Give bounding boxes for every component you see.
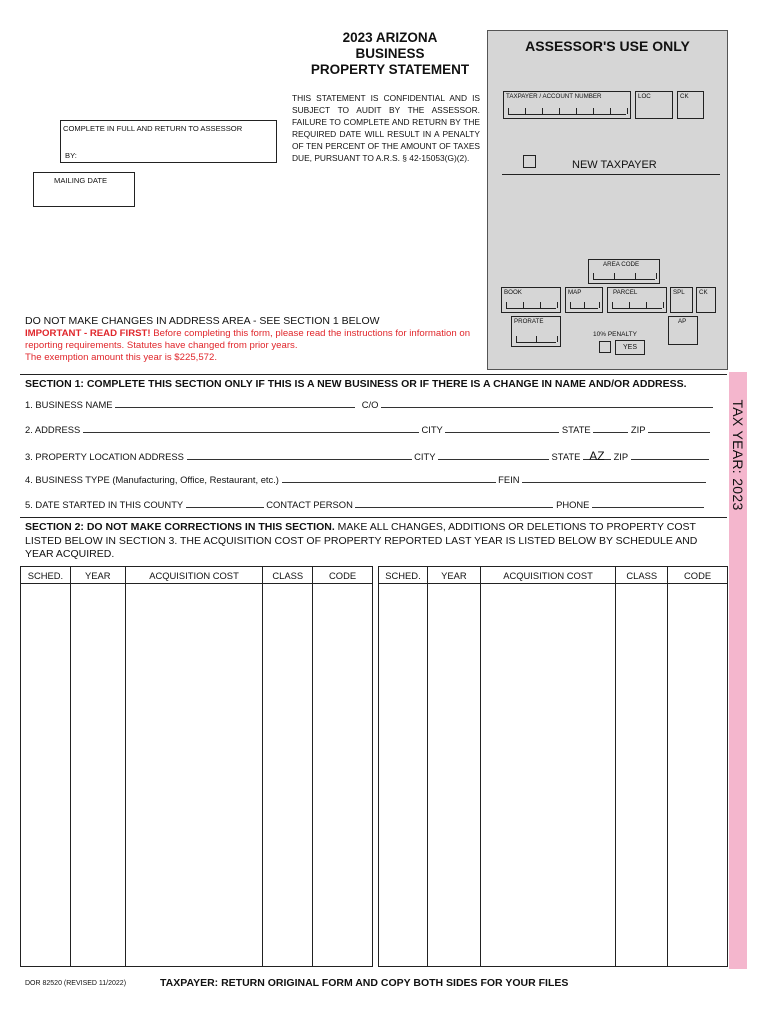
col-sched: SCHED. [21,567,71,584]
confidential-notice: THIS STATEMENT IS CONFIDENTIAL AND IS SUBJECT TO AUDIT BY THE ASSESSOR. FAILURE TO COMPLETE AND RETURN BY THE REQUIRED DATE WILL RESULT IN A PENALTY OF TEN PERCENT OF THE AMOUNT OF TAXES DUE, PURSUANT TO A.R.S. § 42-15053(G)(2). [292,93,480,163]
col-year: YEAR [70,567,125,584]
ap-box[interactable] [668,316,698,345]
business-name-field[interactable] [115,399,355,408]
title-line-1: 2023 ARIZONA [342,30,438,45]
ck2-label: CK [699,289,708,296]
section2-instructions [25,521,725,562]
mailing-date-label: MAILING DATE [54,176,108,185]
address-field[interactable] [83,424,419,433]
cost-cell[interactable] [125,584,263,967]
prorate-label: PRORATE [514,318,544,325]
exemption-text: The exemption amount this year is $225,572. [25,352,217,363]
col-code-2: CODE [668,567,728,584]
return-instructions: TAXPAYER: RETURN ORIGINAL FORM AND COPY BOTH SIDES FOR YOUR FILES [160,977,569,989]
acquisition-table-left [20,566,373,967]
map-box[interactable] [565,287,603,313]
cost-cell[interactable] [480,584,616,967]
acquisition-table-right [378,566,728,967]
col-code: CODE [313,567,373,584]
title-line-3: PROPERTY STATEMENT [310,62,470,77]
map-label: MAP [568,289,582,296]
city-label: CITY [421,424,443,435]
date-started-row [25,499,704,510]
section2-top-rule [20,517,727,518]
col-acquisition-cost: ACQUISITION COST [125,567,263,584]
contact-person-label: CONTACT PERSON [266,499,353,510]
business-name-label: 1. BUSINESS NAME [25,399,113,410]
ck-box[interactable] [677,91,704,119]
section2-bold: SECTION 2: DO NOT MAKE CORRECTIONS IN THIS SECTION. [25,521,335,533]
spl-box[interactable] [670,287,693,313]
important-bold: IMPORTANT - READ FIRST! [25,328,151,339]
complete-label: COMPLETE IN FULL AND RETURN TO ASSESSOR [63,124,243,133]
loc-label: LOC [638,93,651,100]
important-text: Before completing this form, please read the instructions for information on reporting requirements. Statutes have changed from prior years. [25,328,471,351]
new-taxpayer-rule [502,174,720,175]
title-line-2: BUSINESS [355,46,425,61]
year-cell[interactable] [70,584,125,967]
business-name-row [25,399,713,410]
zip-label: ZIP [630,424,646,435]
penalty-yes-box[interactable]: YES [615,340,645,355]
ck2-box[interactable] [696,287,716,313]
zip-label-2: ZIP [613,451,628,462]
property-location-label: 3. PROPERTY LOCATION ADDRESS [25,451,184,462]
code-cell[interactable] [668,584,728,967]
fein-field[interactable] [522,474,706,483]
spl-label: SPL [673,289,685,296]
new-taxpayer-label: NEW TAXPAYER [572,159,657,171]
sched-cell[interactable] [21,584,71,967]
area-code-label: AREA CODE [603,261,640,268]
mailing-date-box[interactable] [33,172,135,207]
zip-field-2[interactable] [631,451,709,460]
book-box[interactable] [501,287,561,313]
state-value[interactable]: AZ [583,449,611,460]
city-label-2: CITY [414,451,436,462]
by-label: BY: [65,151,77,160]
class-cell[interactable] [616,584,668,967]
parcel-box[interactable] [607,287,667,313]
important-notice [25,328,485,352]
date-started-field[interactable] [186,499,264,508]
contact-person-field[interactable] [355,499,553,508]
property-location-row [25,449,709,462]
address-label: 2. ADDRESS [25,424,81,435]
assessor-header: ASSESSOR'S USE ONLY [525,38,690,54]
business-type-label: 4. BUSINESS TYPE (Manufacturing, Office, Restaurant, etc.) [25,474,279,485]
col-class: CLASS [263,567,313,584]
date-started-label: 5. DATE STARTED IN THIS COUNTY [25,499,184,510]
section2-text: MAKE ALL CHANGES, ADDITIONS OR DELETIONS TO PROPERTY COST LISTED BELOW IN SECTION 3. THE ACQUISITION COST OF PROPERTY REPORTED LAST YEAR IS LISTED BELOW BY SCHEDULE AND YEAR ACQUIRED. [25,521,698,560]
no-changes-text: DO NOT MAKE CHANGES IN ADDRESS AREA - SEE SECTION 1 BELOW [25,315,380,327]
prorate-box[interactable] [511,316,561,347]
fein-label: FEIN [498,474,520,485]
form-title [290,30,490,78]
zip-field[interactable] [648,424,710,433]
account-number-label: TAXPAYER / ACCOUNT NUMBER [506,93,602,100]
state-label-2: STATE [551,451,581,462]
class-cell[interactable] [263,584,313,967]
phone-label: PHONE [556,499,590,510]
tax-year-label: TAX YEAR: 2023 [730,399,746,511]
assessor-use-panel [487,30,728,370]
ap-label: AP [678,318,687,325]
section1-top-rule [20,374,727,375]
sched-cell[interactable] [379,584,428,967]
col-sched-2: SCHED. [379,567,428,584]
co-label: C/O [361,399,379,410]
city-field-2[interactable] [438,451,549,460]
code-cell[interactable] [313,584,373,967]
property-location-field[interactable] [187,451,412,460]
area-code-box[interactable] [588,259,660,284]
table-row [379,584,728,967]
phone-field[interactable] [592,499,704,508]
form-id: DOR 82520 (REVISED 11/2022) [25,980,127,987]
year-cell[interactable] [427,584,480,967]
address-notice [25,315,485,364]
business-type-field[interactable] [282,474,496,483]
account-number-box[interactable] [503,91,631,119]
co-field[interactable] [381,399,713,408]
penalty-checkbox[interactable] [599,341,611,353]
business-type-row [25,474,706,485]
col-acquisition-cost-2: ACQUISITION COST [480,567,616,584]
penalty-label: 10% PENALTY [593,331,637,338]
loc-box[interactable] [635,91,673,119]
table-row [21,584,373,967]
city-field[interactable] [445,424,559,433]
ck-label: CK [680,93,689,100]
account-ticks [508,108,626,115]
new-taxpayer-checkbox[interactable] [523,155,536,168]
parcel-label: PARCEL [613,289,638,296]
book-label: BOOK [504,289,522,296]
address-row [25,424,710,435]
section1-header: SECTION 1: COMPLETE THIS SECTION ONLY IF THIS IS A NEW BUSINESS OR IF THERE IS A CHANGE IN NAME AND/OR ADDRESS. [25,378,687,390]
state-label: STATE [561,424,591,435]
state-field[interactable] [593,424,628,433]
return-to-box [60,120,277,163]
col-year-2: YEAR [427,567,480,584]
col-class-2: CLASS [616,567,668,584]
area-code-ticks [593,273,655,280]
